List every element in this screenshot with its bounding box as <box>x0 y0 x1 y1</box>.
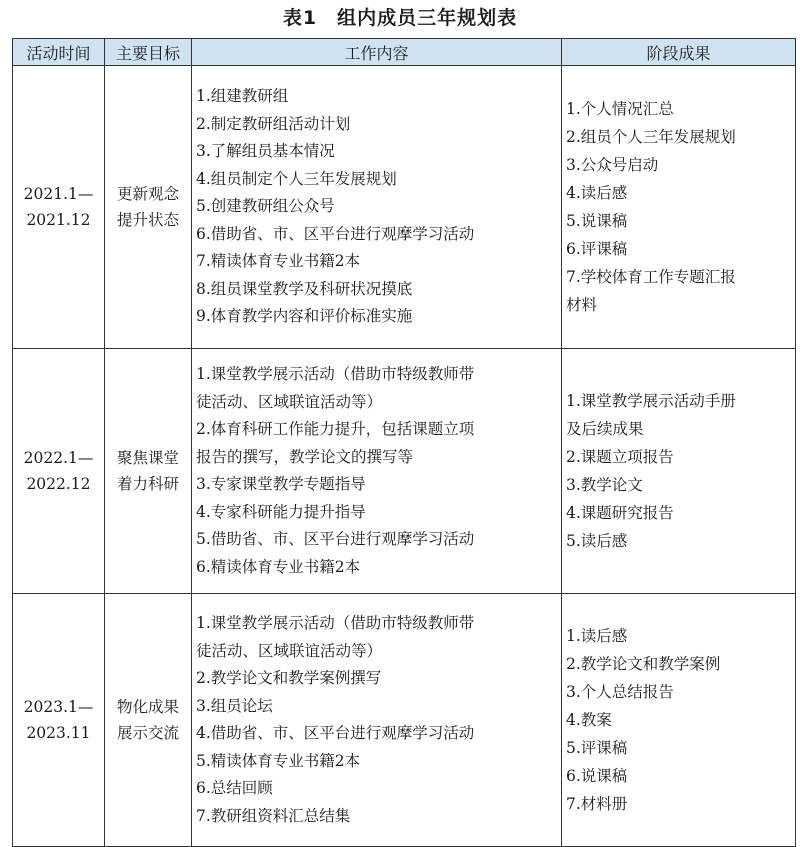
header-row <box>13 39 796 66</box>
header-goal: 主要目标 <box>105 39 192 66</box>
list-item: 4.组员制定个人三年发展规划 <box>196 169 397 188</box>
work-list <box>196 361 557 581</box>
results-cell <box>562 349 796 594</box>
time-start: 2021.1— <box>23 185 94 203</box>
work-cell <box>192 349 562 594</box>
list-item: 2.组员个人三年发展规划 <box>566 128 736 146</box>
list-item: 5.说课稿 <box>566 212 628 230</box>
time-end: 2021.12 <box>26 211 91 229</box>
results-cell <box>562 66 796 349</box>
table-title: 表1 组内成员三年规划表 <box>282 7 518 29</box>
list-item: 3.专家课堂教学专题指导 <box>196 475 366 493</box>
work-cell <box>192 66 562 349</box>
work-cell <box>192 594 562 847</box>
list-item: 3.个人总结报告 <box>566 683 674 701</box>
list-item: 6.总结回顾 <box>196 779 273 797</box>
list-item: 3.了解组员基本情况 <box>196 142 335 161</box>
goal-line: 物化成果 <box>116 698 179 716</box>
list-item: 1.读后感 <box>566 627 628 645</box>
list-item: 徒活动、区域联谊活动等） <box>196 392 383 411</box>
list-item: 4.课题研究报告 <box>566 504 674 522</box>
list-item: 材料 <box>566 296 598 314</box>
goal-cell <box>105 66 192 349</box>
work-list <box>196 610 557 830</box>
goal-line: 着力科研 <box>116 475 179 493</box>
time-end: 2023.11 <box>26 724 91 742</box>
list-item: 及后续成果 <box>566 420 644 438</box>
list-item: 4.借助省、市、区平台进行观摩学习活动 <box>196 724 475 742</box>
list-item: 1.课堂教学展示活动（借助市特级教师带 <box>196 614 475 632</box>
list-item: 2.教学论文和教学案例 <box>566 655 721 673</box>
list-item: 2.教学论文和教学案例撰写 <box>196 669 382 687</box>
time-cell <box>13 594 105 847</box>
list-item: 7.学校体育工作专题汇报 <box>566 268 736 286</box>
list-item: 5.读后感 <box>566 532 628 550</box>
list-item: 5.借助省、市、区平台进行观摩学习活动 <box>196 530 475 548</box>
list-item: 2.课题立项报告 <box>566 448 674 466</box>
list-item: 1.课堂教学展示活动手册 <box>566 392 736 410</box>
list-item: 4.读后感 <box>566 184 628 202</box>
list-item: 6.评课稿 <box>566 240 628 258</box>
time-start: 2023.1— <box>23 698 94 716</box>
list-item: 8.组员课堂教学及科研状况摸底 <box>196 279 413 298</box>
table-row <box>13 66 796 349</box>
list-item: 1.课堂教学展示活动（借助市特级教师带 <box>196 365 475 383</box>
list-item: 7.精读体育专业书籍2本 <box>196 252 361 271</box>
work-list <box>196 83 557 331</box>
list-item: 报告的撰写，教学论文的撰写等 <box>196 447 414 466</box>
list-item: 6.借助省、市、区平台进行观摩学习活动 <box>196 224 475 243</box>
goal-line: 更新观念 <box>116 185 179 203</box>
list-item: 2.制定教研组活动计划 <box>196 114 351 133</box>
time-start: 2022.1— <box>23 449 94 467</box>
goal-cell <box>105 594 192 847</box>
list-item: 1.组建教研组 <box>196 87 289 106</box>
header-work: 工作内容 <box>192 39 562 66</box>
goal-line: 展示交流 <box>116 724 179 742</box>
goal-line: 聚焦课堂 <box>116 449 179 467</box>
time-cell <box>13 66 105 349</box>
table-row <box>13 349 796 594</box>
table-row <box>13 594 796 847</box>
results-list <box>566 622 791 818</box>
list-item: 6.说课稿 <box>566 767 628 785</box>
goal-cell <box>105 349 192 594</box>
list-item: 6.精读体育专业书籍2本 <box>196 557 361 576</box>
list-item: 3.教学论文 <box>566 476 643 494</box>
header-time: 活动时间 <box>13 39 105 66</box>
header-results: 阶段成果 <box>562 39 796 66</box>
list-item: 4.专家科研能力提升指导 <box>196 502 366 521</box>
results-list <box>566 95 791 319</box>
list-item: 7.教研组资料汇总结集 <box>196 806 351 825</box>
list-item: 3.公众号启动 <box>566 156 659 174</box>
plan-table <box>12 38 796 847</box>
results-list <box>566 387 791 555</box>
time-cell <box>13 349 105 594</box>
results-cell <box>562 594 796 847</box>
list-item: 4.教案 <box>566 711 612 729</box>
list-item: 3.组员论坛 <box>196 696 273 715</box>
list-item: 2.体育科研工作能力提升，包括课题立项 <box>196 420 475 438</box>
list-item: 徒活动、区域联谊活动等） <box>196 641 383 660</box>
list-item: 5.创建教研组公众号 <box>196 197 335 216</box>
list-item: 5.评课稿 <box>566 739 628 757</box>
list-item: 7.材料册 <box>566 795 628 813</box>
list-item: 9.体育教学内容和评价标准实施 <box>196 307 413 326</box>
time-end: 2022.12 <box>26 475 91 493</box>
goal-line: 提升状态 <box>116 211 179 229</box>
list-item: 1.个人情况汇总 <box>566 100 674 118</box>
list-item: 5.精读体育专业书籍2本 <box>196 751 361 770</box>
